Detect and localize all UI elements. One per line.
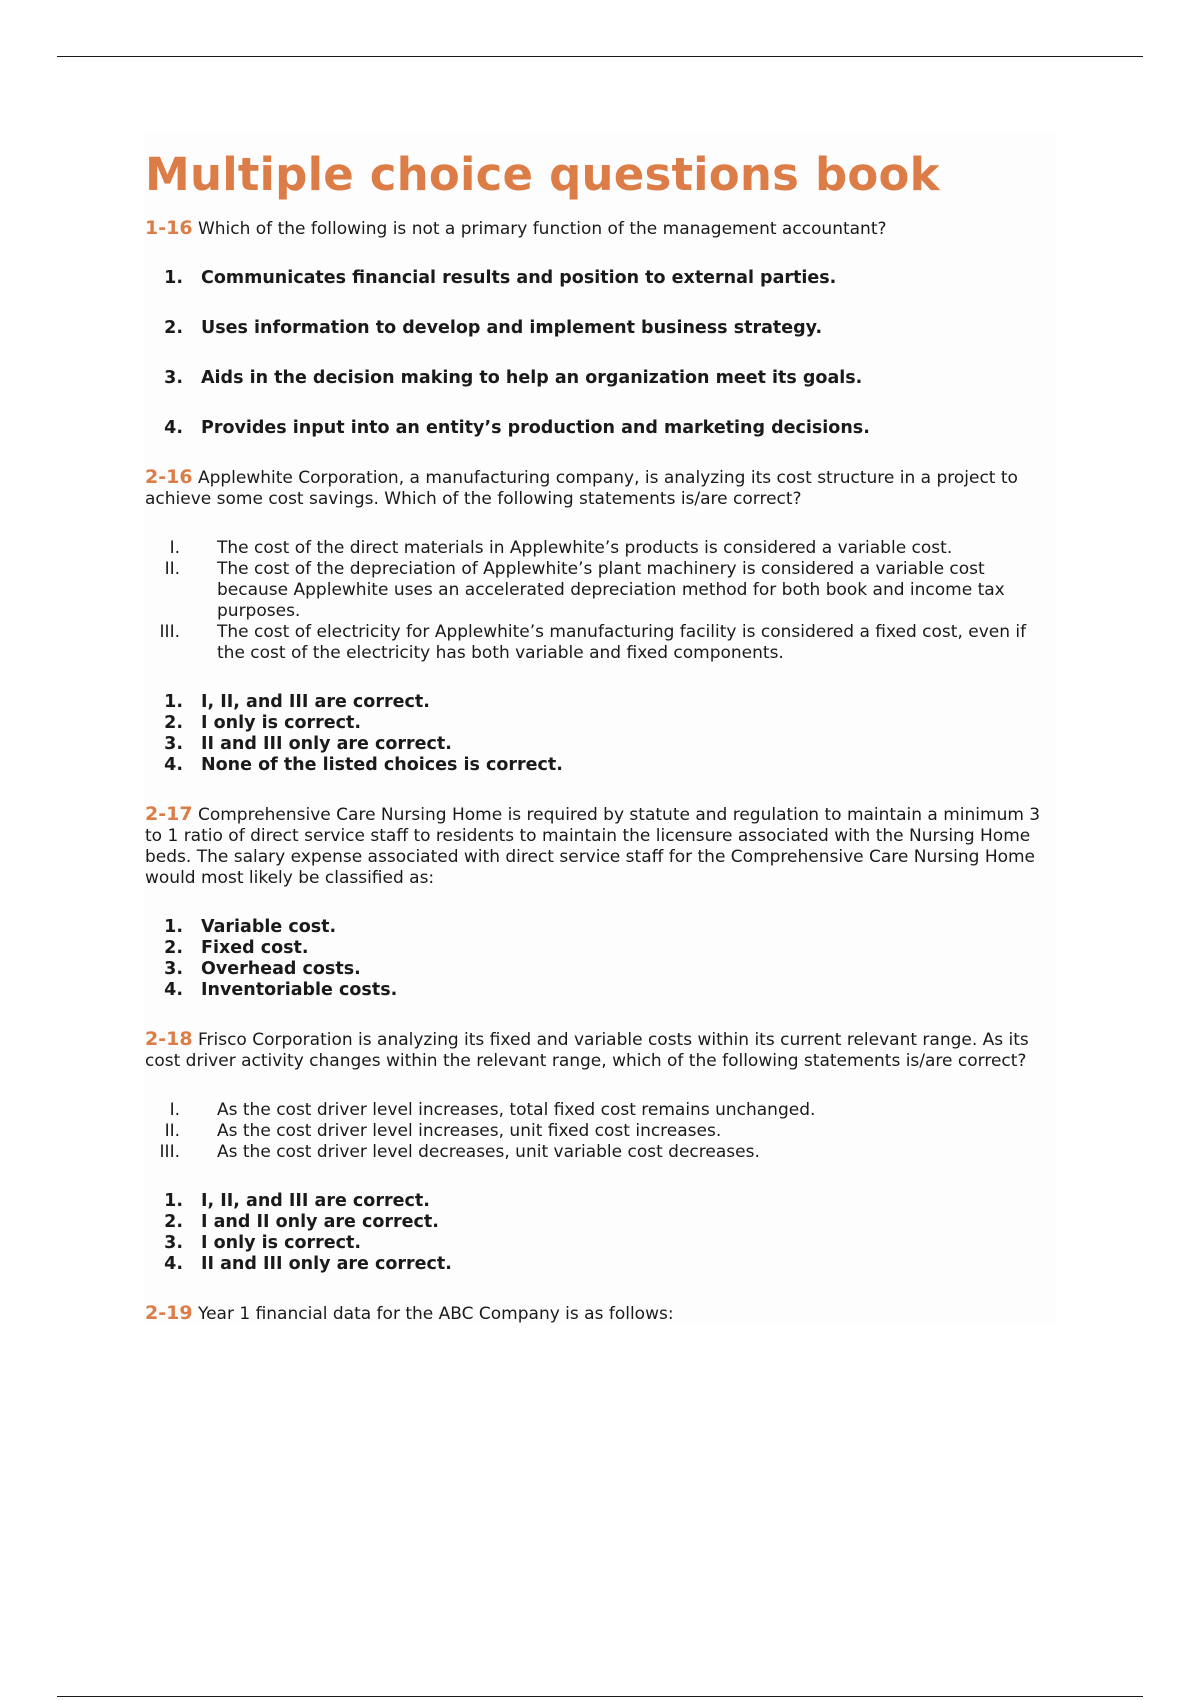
answer-option[interactable]: 1. I, II, and III are correct. <box>164 692 430 712</box>
answer-option[interactable]: 4. II and III only are correct. <box>164 1254 452 1274</box>
answer-option[interactable]: 1. Communicates financial results and position to external parties. <box>164 268 837 288</box>
header-rule <box>57 56 1143 57</box>
question-number: 1-16 <box>145 217 193 239</box>
answer-option[interactable]: 3. II and III only are correct. <box>164 734 452 754</box>
question-2-17 <box>145 804 1055 889</box>
answer-option[interactable]: 4. Inventoriable costs. <box>164 980 398 1000</box>
answer-option[interactable]: 3. Overhead costs. <box>164 959 361 979</box>
question-1-16 <box>145 218 1055 240</box>
question-text: Applewhite Corporation, a manufacturing company, is analyzing its cost structure in a project to achieve some cost savings. Which of the following statements is/are correct? <box>145 468 1018 509</box>
question-2-18 <box>145 1029 1055 1072</box>
answer-option[interactable]: 4. Provides input into an entity’s production and marketing decisions. <box>164 418 870 438</box>
answer-option[interactable]: 3. Aids in the decision making to help an organization meet its goals. <box>164 368 863 388</box>
question-text: Year 1 financial data for the ABC Company is as follows: <box>197 1304 674 1324</box>
page-content <box>145 130 1055 1325</box>
answer-option[interactable]: 2. I and II only are correct. <box>164 1212 439 1232</box>
statement-item: I. The cost of the direct materials in Applewhite’s products is considered a variable cost. <box>169 538 953 558</box>
answer-option[interactable]: 1. Variable cost. <box>164 917 337 937</box>
statement-item: III. As the cost driver level decreases, unit variable cost decreases. <box>159 1142 760 1162</box>
question-text: Which of the following is not a primary function of the management accountant? <box>197 219 887 239</box>
answer-option[interactable]: 2. Fixed cost. <box>164 938 309 958</box>
question-number: 2-16 <box>145 466 193 488</box>
question-number: 2-17 <box>145 803 193 825</box>
footer-rule <box>57 1696 1143 1697</box>
page-title: Multiple choice questions book <box>145 148 940 201</box>
answer-options <box>145 268 1055 439</box>
question-2-19 <box>145 1303 1055 1325</box>
statement-item: I. As the cost driver level increases, total fixed cost remains unchanged. <box>169 1100 816 1120</box>
answer-options <box>145 917 1055 1001</box>
statement-item: II. As the cost driver level increases, unit fixed cost increases. <box>164 1121 722 1141</box>
answer-option[interactable]: 2. Uses information to develop and implement business strategy. <box>164 318 823 338</box>
statement-item: II. The cost of the depreciation of Applewhite’s plant machinery is considered a variable cost because Applewhite uses an accelerated depreciation method for both book and income tax purposes. <box>164 559 1005 621</box>
answer-option[interactable]: 3. I only is correct. <box>164 1233 362 1253</box>
answer-option[interactable]: 4. None of the listed choices is correct. <box>164 755 563 775</box>
answer-options <box>145 1191 1055 1275</box>
question-text: Comprehensive Care Nursing Home is required by statute and regulation to maintain a minimum 3 to 1 ratio of direct service staff to residents to maintain the licensure associated with the Nursing Home beds. The salary expense associated with direct service staff for the Comprehensive Care Nursing Home would most likely be classified as: <box>145 805 1041 888</box>
answer-options <box>145 692 1055 776</box>
question-number: 2-18 <box>145 1028 193 1050</box>
question-number: 2-19 <box>145 1302 193 1324</box>
question-text: Frisco Corporation is analyzing its fixed and variable costs within its current relevant range. As its cost driver activity changes within the relevant range, which of the following statements is/are correct? <box>145 1030 1029 1071</box>
answer-option[interactable]: 2. I only is correct. <box>164 713 362 733</box>
answer-option[interactable]: 1. I, II, and III are correct. <box>164 1191 430 1211</box>
statement-item: III. The cost of electricity for Applewhite’s manufacturing facility is considered a fixed cost, even if the cost of the electricity has both variable and fixed components. <box>159 622 1027 663</box>
roman-statements <box>145 1100 1055 1163</box>
question-2-16 <box>145 467 1055 510</box>
roman-statements <box>145 538 1055 664</box>
